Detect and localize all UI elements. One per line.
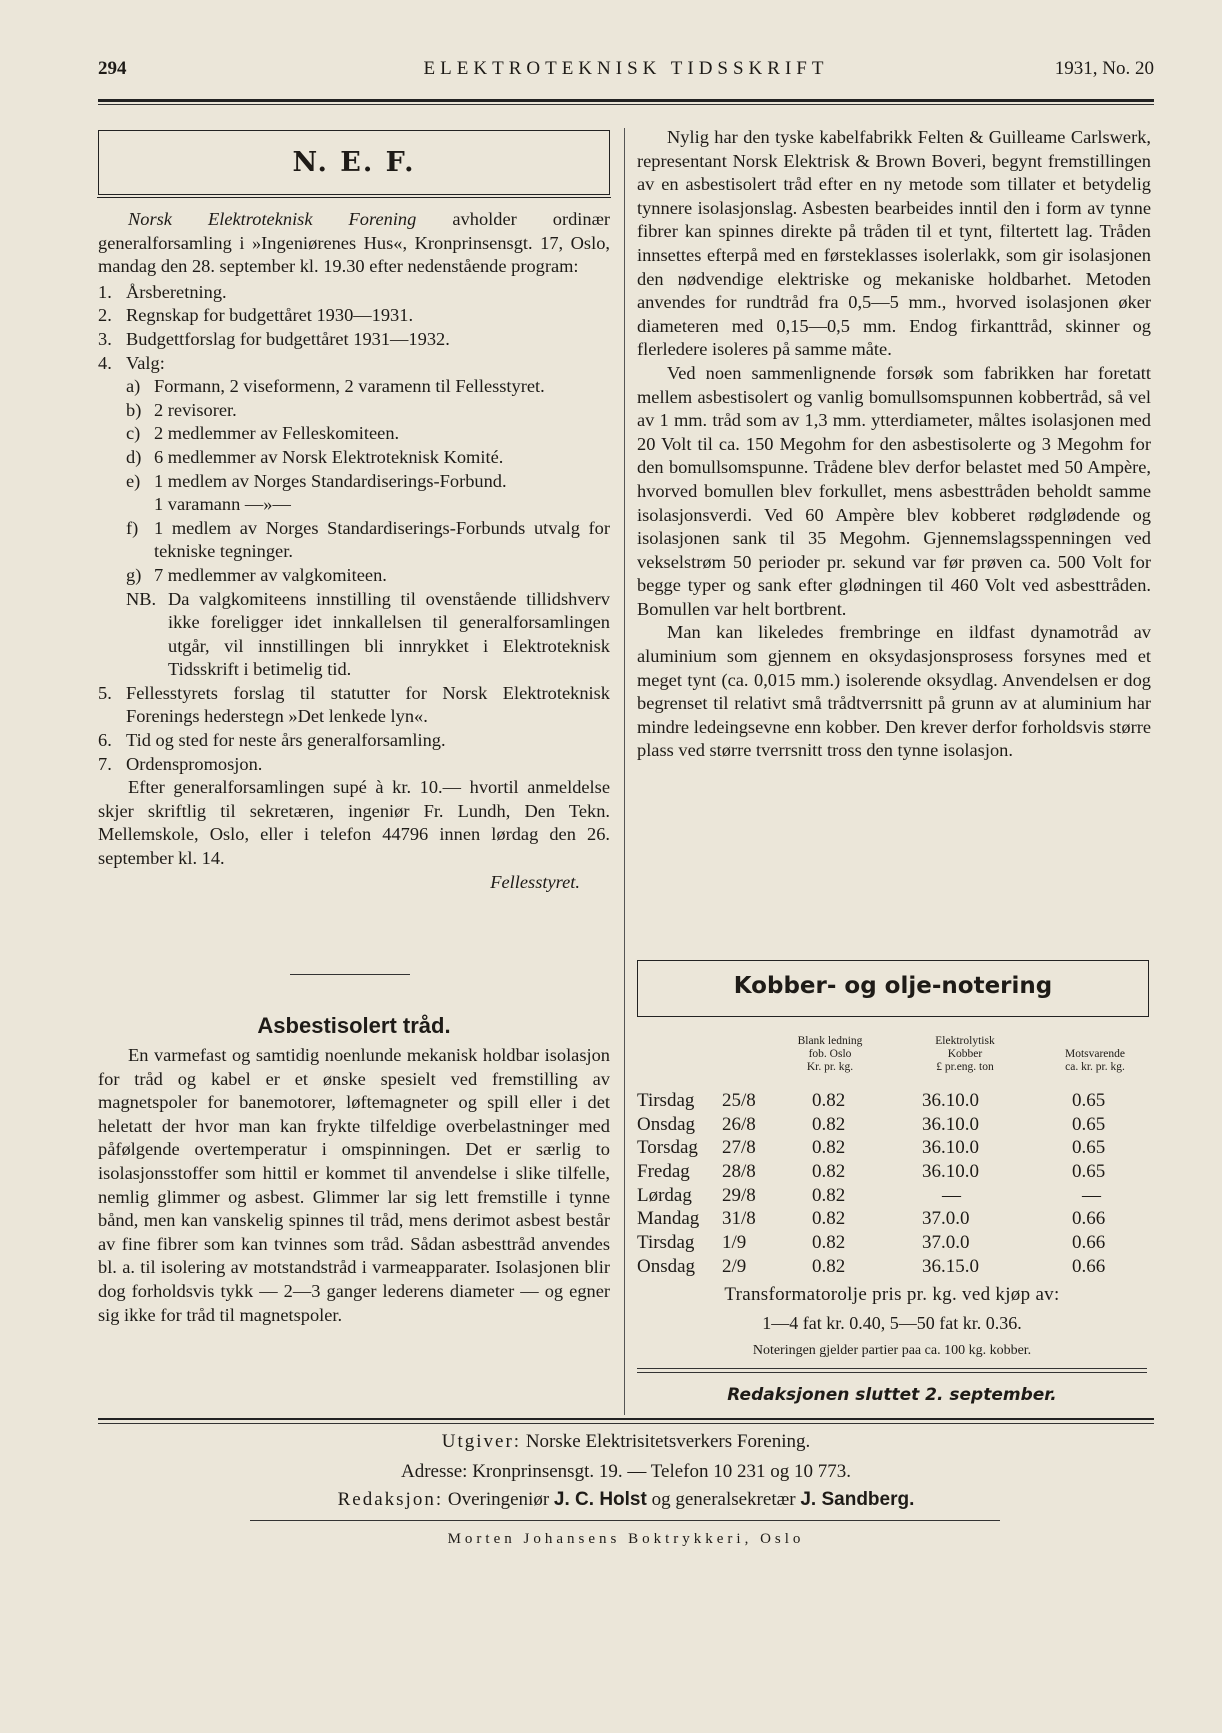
list-item: c) 2 medlemmer av Felleskomiteen. xyxy=(126,423,400,444)
signature: Fellesstyret. xyxy=(490,871,580,892)
col-header-blank: Blank ledning fob. Oslo Kr. pr. kg. xyxy=(797,1035,863,1073)
list-item: a) Formann, 2 viseformenn, 2 varamenn til Fellesstyret. xyxy=(126,376,545,397)
table-end-rule xyxy=(637,1372,1147,1373)
list-item: f) 1 medlem av Norges Standardiserings-Forbunds utvalg for tekniske tegninger. xyxy=(126,517,610,562)
table-row: Mandag 31/8 0.82 37.0.0 0.66 xyxy=(637,1208,1106,1230)
trafo-price-values: 1—4 fat kr. 0.40, 5—50 fat kr. 0.36. xyxy=(762,1313,1022,1333)
list-item: 5. Fellesstyrets forslag til statutter for Norsk Elektroteknisk Forenings hederstegn »Det lenkede lyn«. xyxy=(98,682,610,727)
issue-number: 1931, No. 20 xyxy=(1054,58,1154,79)
address-line: Adresse: Kronprinsensgt. 19. — Telefon 10 231 og 10 773. xyxy=(400,1461,852,1482)
paragraph: Nylig har den tyske kabelfabrikk Felten & Guilleame Carlswerk, representant Norsk Elektrisk & Brown Boveri, begynt fremstillingen av en asbestisolert tråd efter en ny metode som tillater et betydelig tynnere isolasjonslag. Asbesten bearbeides inntil den i form av tynne fibrer kan spinnes direkte på tråden til et tynt, filtertett lag. Tråden innsettes efterpå med en førsteklasses isolerlakk, som gir isolasjonen den nødvendige elektriske og mekaniske holdbarhet. Metoden anvendes for rundtråd fra 0,5—5 mm., hvorved isolasjonen øker diameteren med 0,15—0,5 mm. Endog firkanttråd, skinner og flerledere isoleres på samme måte. xyxy=(637,127,1151,360)
kobber-title: Kobber- og olje-notering xyxy=(733,973,1053,999)
list-item: e) 1 medlem av Norges Standardiserings-Forbund. xyxy=(126,470,507,491)
list-item: 7. Ordenspromosjon. xyxy=(98,753,263,774)
trafo-price-heading: Transformatorolje pris pr. kg. ved kjøp av: xyxy=(724,1284,1060,1305)
printer-rule xyxy=(250,1520,1000,1521)
page-number: 294 xyxy=(98,58,127,79)
table-row: Torsdag 27/8 0.82 36.10.0 0.65 xyxy=(637,1137,1106,1159)
asbest-title: Asbestisolert tråd. xyxy=(257,1013,451,1038)
table-end-rule xyxy=(637,1368,1147,1369)
section-divider xyxy=(290,974,410,975)
footer-rule-thin xyxy=(98,1423,1154,1424)
col-header-elektrolytisk: Elektrolytisk Kobber £ pr.eng. ton xyxy=(935,1035,995,1073)
editorial-closed-note: Redaksjonen sluttet 2. september. xyxy=(727,1385,1057,1405)
table-row: Fredag 28/8 0.82 36.10.0 0.65 xyxy=(637,1161,1106,1183)
header-rule-thin xyxy=(98,104,1154,105)
asbest-article xyxy=(98,1044,610,1327)
kobber-table xyxy=(637,1090,1147,1280)
program-list xyxy=(98,281,610,375)
list-item: 4. Valg: xyxy=(98,352,165,373)
editors-line: Redaksjon: Overingeniør J. C. Holst og generalsekretær J. Sandberg. xyxy=(337,1489,915,1510)
nef-closing: Efter generalforsamlingen supé à kr. 10.— hvortil anmeldelse skjer skriftlig til sekretæren, ingeniør Fr. Lundh, Den Tekn. Mellemskole, Oslo, eller i telefon 44796 innen lørdag den 26. september kl. 14. xyxy=(98,777,610,869)
nb-note: NB. Da valgkomiteens innstilling til ovenstående tillidshverv ikke foreligger idet innkallelsen til generalforsamlingen utgår, vil innstillingen bli innrykket i Elektroteknisk Tidsskrift i betimelig tid. xyxy=(126,588,610,680)
list-item: g) 7 medlemmer av valgkomiteen. xyxy=(126,564,387,585)
column-divider xyxy=(624,128,625,1415)
kobber-title-box xyxy=(637,960,1149,1017)
nef-notice xyxy=(98,208,610,894)
table-row: Tirsdag 25/8 0.82 36.10.0 0.65 xyxy=(637,1090,1106,1111)
table-row: Onsdag 26/8 0.82 36.10.0 0.65 xyxy=(637,1113,1106,1135)
valg-list xyxy=(98,375,610,587)
table-row: Onsdag 2/9 0.82 36.15.0 0.66 xyxy=(637,1255,1106,1277)
col-header-motsvarende: Motsvarende ca. kr. pr. kg. xyxy=(1064,1048,1126,1073)
list-item: 1. Årsberetning. xyxy=(98,281,227,302)
journal-title: ELEKTROTEKNISK TIDSSKRIFT xyxy=(423,58,829,79)
program-list-continued xyxy=(98,682,610,776)
running-header xyxy=(98,58,1154,88)
nef-title: N. E. F. xyxy=(292,147,416,178)
printer-line: Morten Johansens Boktrykkeri, Oslo xyxy=(447,1531,805,1547)
table-row: Tirsdag 1/9 0.82 37.0.0 0.66 xyxy=(637,1232,1106,1254)
list-item: d) 6 medlemmer av Norsk Elektroteknisk Komité. xyxy=(126,446,504,467)
intro-text: avholder ordinær generalforsamling i »Ingeniørenes Hus«, Kronprinsensgt. 17, Oslo, mandag den 28. september kl. 19.30 efter nedenstående program: xyxy=(98,209,610,277)
nef-intro xyxy=(98,208,610,279)
nef-title-box xyxy=(98,130,610,195)
paragraph: Man kan likeledes frembringe en ildfast dynamotråd av aluminium som gjennem en oksydasjonsprosess forsynes med et meget tynt (ca. 0,015 mm.) isolerende oksydlag. Anvendelsen er dog begrenset til relativt små trådtverrsnitt på grunn av at aluminium har mindre ledeingsevne enn kobber. Den krever derfor forholdsvis større plass ved større tverrsnitt tross den tynne isolasjon. xyxy=(637,622,1151,761)
footer-rule xyxy=(98,1418,1154,1420)
list-item: b) 2 revisorer. xyxy=(126,399,237,420)
right-article xyxy=(637,126,1151,763)
header-rule xyxy=(98,99,1154,102)
list-item: 3. Budgettforslag for budgettåret 1931—1932. xyxy=(98,328,450,349)
publisher-line: Utgiver: Norske Elektrisitetsverkers Forening. xyxy=(441,1431,811,1452)
list-item: 6. Tid og sted for neste års generalforsamling. xyxy=(98,730,446,751)
trafo-note: Noteringen gjelder partier paa ca. 100 kg. kobber. xyxy=(752,1343,1032,1358)
paragraph: Ved noen sammenlignende forsøk som fabrikken har foretatt mellem asbestisolert og vanlig bomullsomspunnen kobbertråd, så vel av 1 mm. tråd som av 1,3 mm. ytterdiameter, måltes isolasjonen med 20 Volt til ca. 150 Megohm for den asbestisolerte og 3 Megohm for den bomullsomspunne. Trådene blev derfor belastet med 50 Ampère, hvorved bomullen blev forkullet, mens asbesttråden beholdt samme isolasjonsverdi. Ved 60 Ampère blev kobberet rødglødende og isolasjonen sank til 35 Megohm. Gjennemslagsspenningen ved vekselstrøm 50 perioder pr. sekund var før prøven ca. 500 Volt for begge typer og sank efter glødningen til 460 Volt ved asbesttråden. Bomullen var helt bortbrent. xyxy=(637,362,1151,619)
list-item: 2. Regnskap for budgettåret 1930—1931. xyxy=(98,305,414,326)
org-name: Norsk Elektroteknisk Forening xyxy=(128,209,417,229)
asbest-text: En varmefast og samtidig noenlunde mekanisk holdbar isolasjon for tråd og kabel er et ønske spesielt ved fremstilling av magnetspoler for banemotorer, løftemagneter og spill eller i det heletatt der hvor man kan frykte tilfeldige overbelastninger med påfølgende overtemperatur i omspinningen. Det er særlig to isolasjonsstoffer som hittil er kommet til anvendelse i slike tilfelle, nemlig glimmer og asbest. Glimmer lar sig lett fremstille i tynne bånd, men kan vanskelig spinnes til tråd, mens derimot asbest består av fine fibrer som kan tvinnes som tråd. Sådan asbesttråd anvendes bl. a. til isolering av motstandstråd i varmeapparater. Isolasjonen blir dog forholdsvis tykk — 2—3 ganger lederens diameter — og egner sig ikke for tråd til magnetspoler. xyxy=(98,1045,610,1325)
list-item: 1 varamann —»— xyxy=(154,494,291,515)
table-row: Lørdag 29/8 0.82 — — xyxy=(637,1184,1101,1206)
